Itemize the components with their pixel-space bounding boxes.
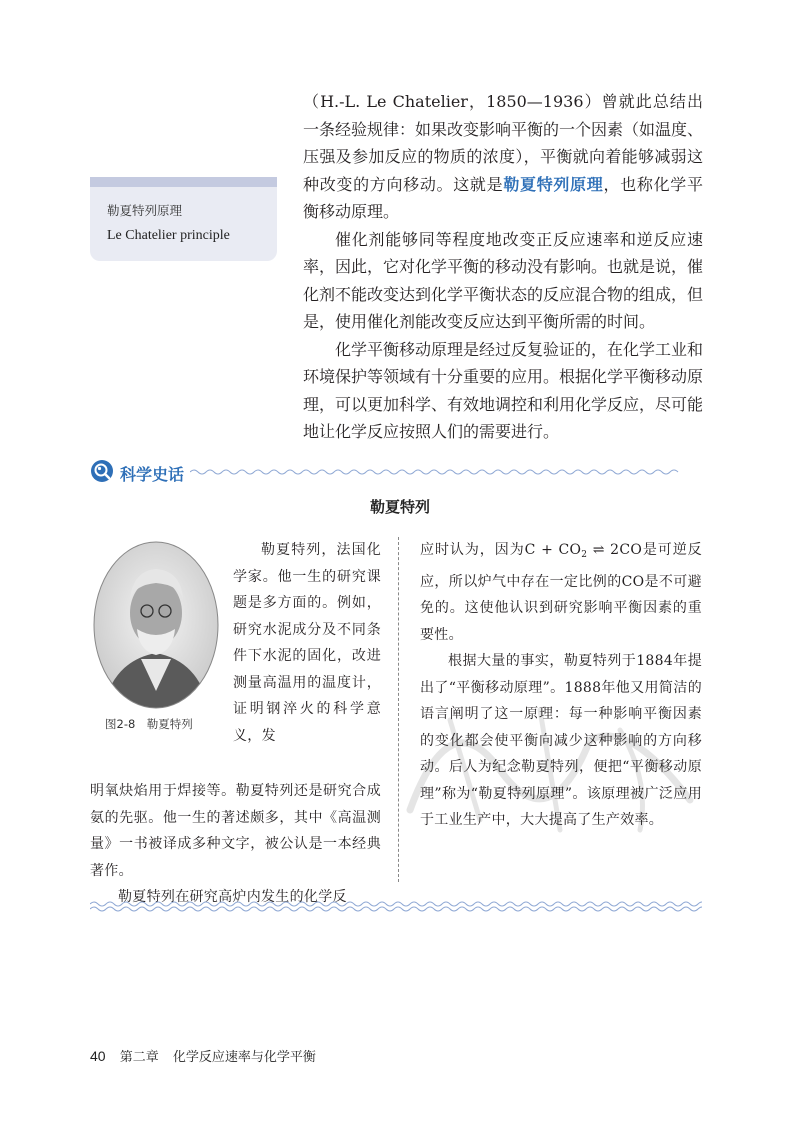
page-footer: [90, 1046, 326, 1065]
section-title: 科学史话: [120, 465, 185, 484]
glossary-term-cn: 勒夏特列原理: [107, 203, 183, 218]
story-right-p2: 根据大量的事实，勒夏特列于1884年提出了“平衡移动原理”。1888年他又用简洁的语言阐明了这一原理：每一种影响平衡因素的变化都会使平衡向减少这种影响的方向移动。后人为纪念勒夏特列，便把“平衡移动原理”称为“勒夏特列原理”。该原理被广泛应用于工业生产中，大大提高了生产效率。: [420, 653, 702, 828]
term-le-chatelier-principle: 勒夏特列原理: [503, 174, 604, 194]
paragraph-3: 化学平衡移动原理是经过反复验证的，在化学工业和环境保护等领域有十分重要的应用。根据化学平衡移动原理，可以更加科学、有效地调控和利用化学反应，尽可能地让化学反应按照人们的需要进行。: [303, 339, 704, 441]
chapter-title: 化学反应速率与化学平衡: [172, 1050, 316, 1065]
magnifier-icon: [90, 459, 114, 483]
story-title: 勒夏特列: [369, 498, 430, 516]
paragraph-1-text: （H.-L. Le Chatelier，1850—1936）曾就此总结出一条经验规律：如果改变影响平衡的一个因素（如温度、压强及参加反应的物质的浓度），平衡就向着能够减弱这种改变的方向移动。这就是: [303, 92, 704, 194]
story-left-top: [233, 537, 381, 749]
story-right-p1: [420, 537, 702, 648]
wave-divider-bottom: [90, 899, 702, 913]
paragraph-1: [303, 88, 703, 226]
story-left-top-text: 勒夏特列，法国化学家。他一生的研究课题是多方面的。例如，研究水泥成分及不同条件下水泥的固化，改进测量高温用的温度计，证明钢淬火的科学意义，发: [233, 542, 381, 744]
paragraph-2: 催化剂能够同等程度地改变正反应速率和逆反应速率，因此，它对化学平衡的移动没有影响。也就是说，催化剂不能改变达到化学平衡状态的反应混合物的组成，但是，使用催化剂能改变反应达到平衡所需的时间。: [303, 229, 704, 331]
glossary-box: [90, 177, 277, 261]
main-text: [303, 88, 703, 446]
watermark-calligraphy: [390, 680, 710, 840]
figure-caption: 图2-8 勒夏特列: [105, 717, 193, 731]
story-left-p2: 勒夏特列在研究高炉内发生的化学反: [118, 889, 347, 905]
equilibrium-arrow: ⇌: [592, 542, 605, 558]
page-number: 40: [90, 1048, 106, 1064]
equation-lhs: 应时认为，因为C + CO: [420, 542, 582, 558]
story-left-bottom: [90, 778, 381, 911]
chapter-label: 第二章: [119, 1050, 159, 1065]
story-left-bottom-text: 明氧炔焰用于焊接等。勒夏特列还是研究合成氨的先驱。他一生的著述颇多，其中《高温测量》一书被译成多种文字，被公认是一本经典著作。: [90, 783, 381, 879]
glossary-term-en: Le Chatelier principle: [107, 228, 230, 243]
equation-subscript: 2: [581, 550, 588, 560]
paragraph-1-end: ，也称化学平衡移动原理。: [303, 174, 703, 221]
wave-divider-top: [190, 466, 702, 478]
equation-rhs-text: 2CO是可逆反应，所以炉气中存在一定比例的CO是不可避免的。这使他认识到研究影响平衡因素的重要性。: [420, 542, 702, 643]
portrait-image: [93, 541, 219, 709]
